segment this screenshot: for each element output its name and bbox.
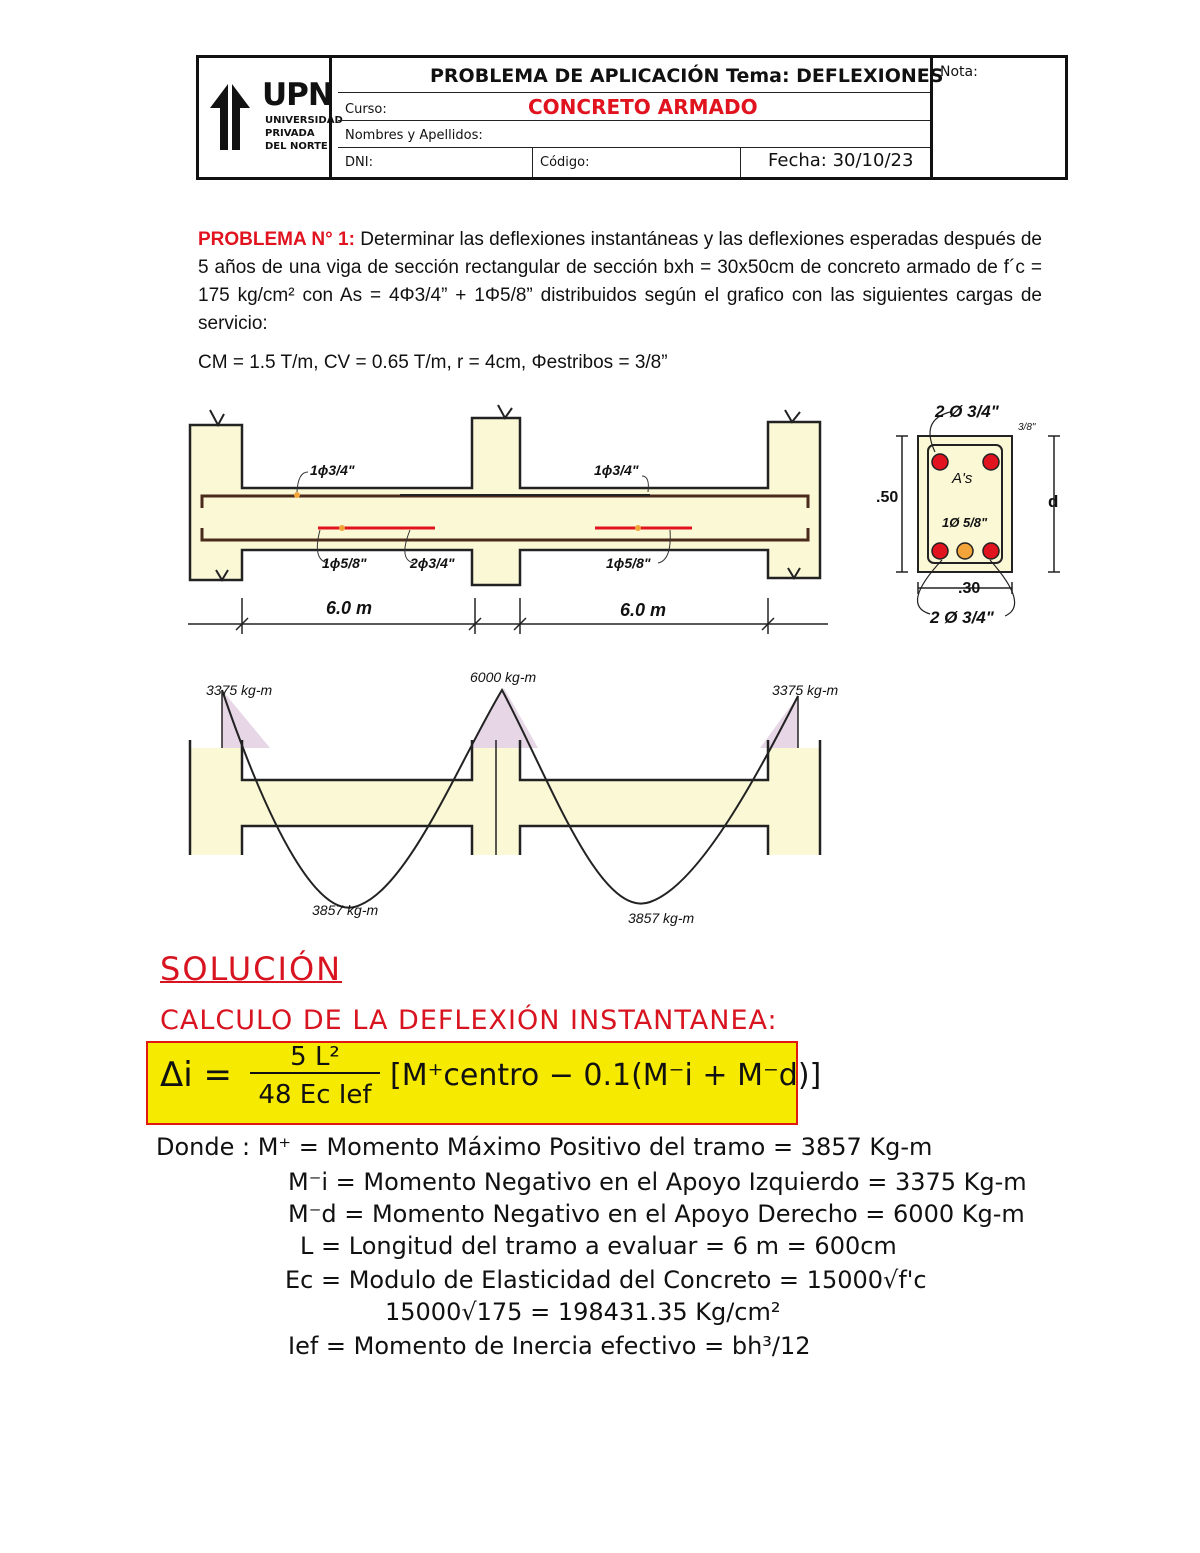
section-height: .50: [876, 489, 899, 506]
bar-label-top-right: 1ϕ3/4": [594, 462, 639, 478]
section-mid-bar: 1Ø 5/8": [942, 515, 988, 530]
formula-numerator: 5 L²: [250, 1042, 380, 1074]
where-line: M⁻d = Momento Negativo en el Apoyo Derecho = 6000 Kg-m: [288, 1200, 1025, 1228]
where-line: Ief = Momento de Inercia efectivo = bh³/12: [288, 1332, 811, 1360]
service-loads: CM = 1.5 T/m, CV = 0.65 T/m, r = 4cm, Φestribos = 3/8”: [198, 352, 668, 373]
span-label-right: 6.0 m: [620, 600, 667, 620]
moment-right-span: 3857 kg-m: [628, 910, 695, 926]
beam-elevation-diagram: [180, 400, 840, 640]
section-bottom-bars: 2 Ø 3/4": [930, 608, 994, 627]
moment-diagram: [180, 680, 840, 920]
code-label: Código:: [540, 155, 590, 170]
moment-right-support: 3375 kg-m: [772, 682, 839, 698]
date-label: Fecha: 30/10/23: [768, 150, 914, 171]
where-line: L = Longitud del tramo a evaluar = 6 m = 600cm: [300, 1232, 897, 1260]
dni-label: DNI:: [345, 155, 373, 170]
bar-label-top-left: 1ϕ3/4": [310, 462, 355, 478]
where-line: Donde : M⁺ = Momento Máximo Positivo del tramo = 3857 Kg-m: [156, 1133, 933, 1161]
section-stirrup: 3/8": [1018, 422, 1036, 433]
problem-text: Determinar las deflexiones instantáneas y las deflexiones esperadas después de 5 años de una viga de sección rectangular de sección bxh = 30x50cm de concreto armado de f´c = 175 kg/cm² con As = 4Φ3/4” + 1Φ5/8” distribuidos según el grafico con las siguientes cargas de servicio:: [198, 229, 1042, 334]
logo-subtitle: UNIVERSIDAD PRIVADA DEL NORTE: [265, 115, 343, 152]
header-divider: [338, 92, 930, 93]
where-line: Ec = Modulo de Elasticidad del Concreto = 15000√f'c: [285, 1266, 927, 1294]
header-divider: [338, 120, 930, 121]
section-d-label: d: [1048, 492, 1059, 511]
moment-left-span: 3857 kg-m: [312, 902, 379, 918]
formula-denominator: 48 Ec Ief: [258, 1080, 372, 1110]
names-label: Nombres y Apellidos:: [345, 128, 483, 143]
solution-title: SOLUCIÓN: [160, 950, 343, 988]
header-divider: [338, 147, 930, 148]
problem-statement: [198, 226, 1042, 338]
grade-label: Nota:: [940, 64, 978, 80]
course-value: CONCRETO ARMADO: [528, 95, 758, 119]
header-title: PROBLEMA DE APLICACIÓN Tema: DEFLEXIONES: [430, 65, 944, 87]
section-width: .30: [958, 580, 981, 597]
problem-lead: PROBLEMA N° 1:: [198, 229, 355, 250]
section-top-bars: 2 Ø 3/4": [935, 402, 999, 421]
section-as-prime: A's: [952, 470, 973, 487]
where-line: M⁻i = Momento Negativo en el Apoyo Izquierdo = 3375 Kg-m: [288, 1168, 1027, 1196]
where-line: 15000√175 = 198431.35 Kg/cm²: [385, 1298, 781, 1326]
course-label: Curso:: [345, 102, 387, 117]
header-divider: [532, 147, 533, 177]
formula-bracket: [M⁺centro − 0.1(M⁻i + M⁻d)]: [390, 1058, 822, 1093]
moment-center-support: 6000 kg-m: [470, 669, 537, 685]
formula-lhs: Δi =: [160, 1055, 233, 1095]
logo-text: UPN: [262, 77, 333, 113]
bar-label-bottom-left-2: 2ϕ3/4": [410, 555, 455, 571]
header-divider: [740, 147, 741, 177]
bar-label-bottom-left-1: 1ϕ5/8": [322, 555, 367, 571]
moment-left-support: 3375 kg-m: [206, 682, 273, 698]
bar-label-bottom-right: 1ϕ5/8": [606, 555, 651, 571]
calc-title: CALCULO DE LA DEFLEXIÓN INSTANTANEA:: [160, 1005, 778, 1036]
span-label-left: 6.0 m: [326, 598, 373, 618]
